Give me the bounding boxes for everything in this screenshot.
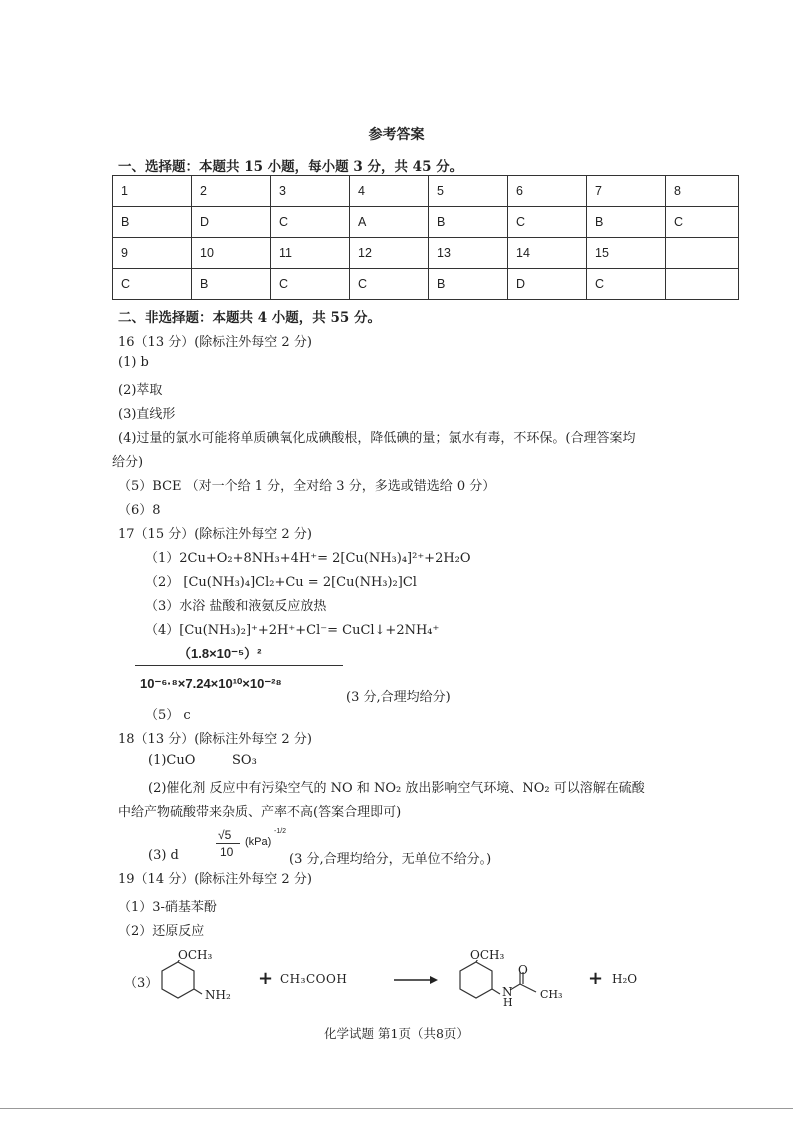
answer-table-cell: B	[587, 207, 666, 238]
answer-table-cell: 14	[508, 238, 587, 269]
answer-table-cell: 3	[271, 176, 350, 207]
q18-answer-1a: (1)CuO	[148, 753, 196, 768]
answer-table-cell: C	[271, 269, 350, 300]
bottom-divider	[0, 1108, 793, 1109]
answer-table-cell: 15	[587, 238, 666, 269]
answer-table-cell: D	[192, 207, 271, 238]
q19-answer-3-label: （3）	[124, 976, 159, 991]
q16-heading: 16（13 分）(除标注外每空 2 分)	[118, 335, 312, 350]
q17-answer-4: （4）[Cu(NH₃)₂]⁺+2H⁺+Cl⁻= CuCl↓+2NH₄⁺	[145, 623, 440, 638]
reactant-amine-label: NH₂	[205, 988, 231, 1002]
answer-table-cell: 7	[587, 176, 666, 207]
reagent-acetic-acid: CH₃COOH	[280, 972, 348, 986]
q16-answer-2: (2)萃取	[118, 383, 163, 398]
q18-answer-3-label: (3) d	[148, 848, 179, 863]
q18-heading: 18（13 分）(除标注外每空 2 分)	[118, 732, 312, 747]
q16-answer-1: (1) b	[118, 355, 149, 370]
q17-fraction-denominator: 10⁻⁶·⁸×7.24×10¹⁰×10⁻²⁸	[140, 676, 282, 691]
answer-table-cell: C	[508, 207, 587, 238]
answer-table-cell: A	[350, 207, 429, 238]
answer-table-cell: 10	[192, 238, 271, 269]
product-nitrogen-label: N	[502, 985, 513, 999]
section-2-heading: 二、非选择题：本题共 4 小题，共 55 分。	[118, 310, 381, 326]
answer-table-cell: 8	[666, 176, 739, 207]
answer-table-cell: B	[113, 207, 192, 238]
q18-unit: (kPa)	[245, 836, 272, 848]
product-methoxy-label: OCH₃	[470, 948, 505, 962]
water-label: H₂O	[612, 972, 638, 986]
q16-answer-4-line1: (4)过量的氯水可能将单质碘氧化成碘酸根，降低碘的量；氯水有毒，不环保。(合理答案均	[118, 431, 636, 446]
answer-table-cell: 11	[271, 238, 350, 269]
answer-table-row	[113, 207, 739, 238]
q16-answer-5: （5）BCE （对一个给 1 分，全对给 3 分，多选或错选给 0 分）	[118, 479, 496, 494]
q19-heading: 19（14 分）(除标注外每空 2 分)	[118, 872, 312, 887]
q17-fraction-note: (3 分,合理均给分)	[346, 690, 451, 705]
q18-answer-2-line1: (2)催化剂 反应中有污染空气的 NO 和 NO₂ 放出影响空气环境、NO₂ 可以溶解在硫酸	[148, 781, 645, 796]
q17-heading: 17（15 分）(除标注外每空 2 分)	[118, 527, 312, 542]
answer-table-cell: 13	[429, 238, 508, 269]
q18-fraction-denominator: 10	[220, 845, 234, 859]
q18-unit-exponent: -1/2	[274, 828, 287, 835]
q19-answer-2: （2）还原反应	[118, 924, 205, 939]
q18-fraction-numerator: √5	[218, 828, 232, 842]
answer-table-row	[113, 176, 739, 207]
product-methyl-label: CH₃	[540, 988, 563, 1001]
reaction-arrow-icon	[392, 973, 442, 987]
page-title: 参考答案	[368, 127, 425, 143]
plus-sign-1: +	[258, 968, 274, 989]
q17-answer-3: （3）水浴 盐酸和液氨反应放热	[145, 599, 327, 614]
product-hydrogen-label: H	[503, 996, 513, 1009]
q18-answer-3-note: (3 分,合理均给分，无单位不给分。)	[289, 852, 492, 867]
q17-fraction-bar	[135, 665, 343, 666]
plus-sign-2: +	[588, 968, 604, 989]
q19-answer-1: （1）3-硝基苯酚	[118, 900, 217, 915]
reactant-methoxy-label: OCH₃	[178, 948, 213, 962]
product-oxygen-label: O	[518, 963, 528, 977]
answer-table-cell: D	[508, 269, 587, 300]
answer-table	[112, 175, 739, 300]
answer-table-cell: C	[587, 269, 666, 300]
q17-answer-2: （2） [Cu(NH₃)₄]Cl₂+Cu = 2[Cu(NH₃)₂]Cl	[145, 575, 417, 590]
q18-answer-2-line2: 中给产物硫酸带来杂质、产率不高(答案合理即可)	[118, 805, 402, 820]
answer-table-cell: B	[192, 269, 271, 300]
page-footer: 化学试题 第1页（共8页）	[324, 1026, 469, 1041]
q16-answer-3: (3)直线形	[118, 407, 176, 422]
answer-table-row	[113, 238, 739, 269]
answer-table-cell	[666, 238, 739, 269]
answer-table-cell	[666, 269, 739, 300]
answer-table-cell: 2	[192, 176, 271, 207]
answer-table-cell: B	[429, 269, 508, 300]
answer-table-cell: 12	[350, 238, 429, 269]
answer-table-cell: 9	[113, 238, 192, 269]
q17-answer-1: （1）2Cu+O₂+8NH₃+4H⁺= 2[Cu(NH₃)₄]²⁺+2H₂O	[145, 551, 471, 566]
answer-table-row	[113, 269, 739, 300]
answer-table-cell: 4	[350, 176, 429, 207]
answer-table-cell: B	[429, 207, 508, 238]
answer-table-cell: C	[666, 207, 739, 238]
answer-table-cell: C	[271, 207, 350, 238]
q18-fraction-bar	[216, 843, 240, 844]
answer-table-cell: 1	[113, 176, 192, 207]
answer-table-cell: 6	[508, 176, 587, 207]
q16-answer-4-line2: 给分)	[112, 455, 144, 470]
answer-table-cell: 5	[429, 176, 508, 207]
q17-fraction-numerator: （1.8×10⁻⁵）²	[178, 646, 262, 661]
section-1-heading: 一、选择题：本题共 15 小题，每小题 3 分，共 45 分。	[118, 159, 464, 175]
answer-table-cell: C	[350, 269, 429, 300]
q18-answer-1b: SO₃	[232, 753, 257, 768]
q16-answer-6: （6）8	[118, 503, 161, 518]
q17-answer-5: （5） c	[145, 708, 191, 723]
answer-table-cell: C	[113, 269, 192, 300]
